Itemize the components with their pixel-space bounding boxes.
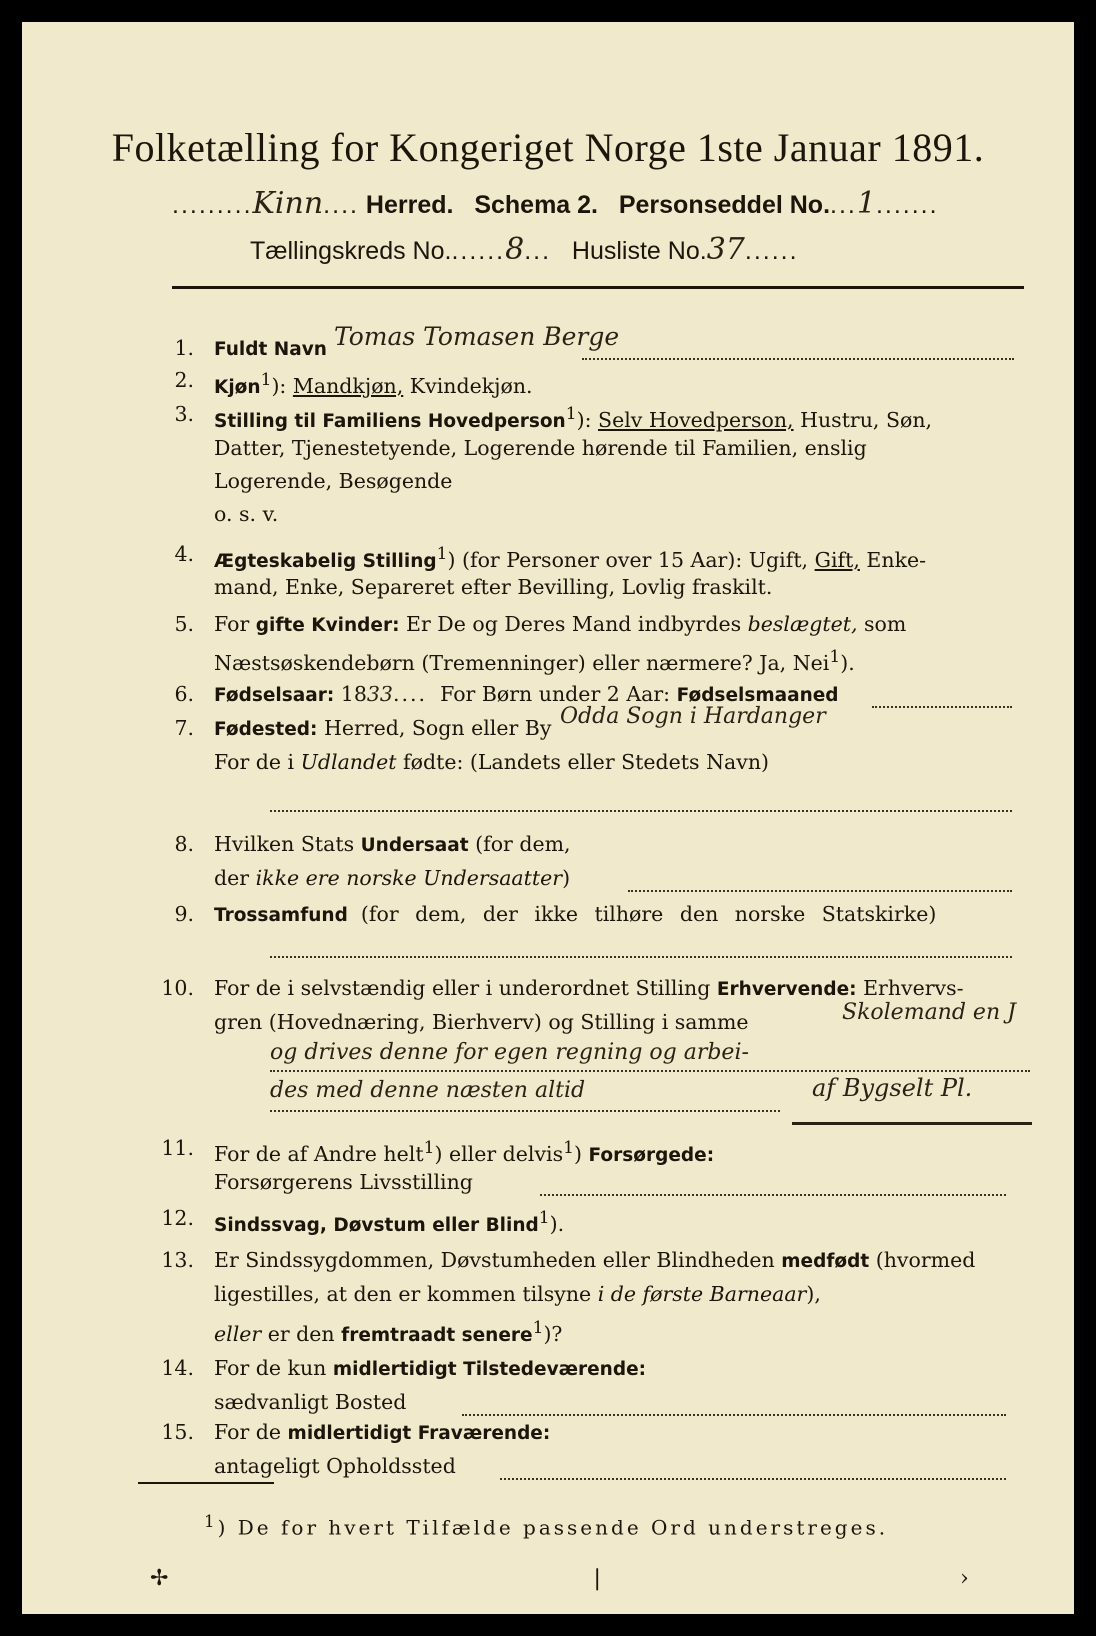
q7-line2-a: For de i (214, 750, 295, 774)
q1-name-value: Tomas Tomasen Berge (334, 322, 620, 351)
q13-end: )? (543, 1321, 563, 1346)
q4-sup: 1 (436, 544, 448, 564)
q15-dotline (500, 1478, 1006, 1480)
q8-line2-a: der (214, 866, 250, 890)
corner-mark-left-icon: ✢ (150, 1566, 169, 1591)
q15-label: midlertidigt Fraværende: (287, 1423, 551, 1444)
q2-option-mandkjon: Mandkjøn, (292, 373, 404, 398)
q7-mid: Herred, Sogn eller By (323, 716, 552, 740)
q3-colon: ): (576, 407, 592, 432)
q8-post: (for dem, (475, 832, 571, 856)
q10-line-2: gren (Hovednæring, Bierhverv) og Stilling i samme (214, 1010, 749, 1034)
q5-label: gifte Kvinder: (255, 615, 400, 636)
q10-occupation-value-4: af Bygselt Pl. (812, 1074, 973, 1102)
q2-sup: 1 (260, 370, 272, 390)
q5-emphasis: beslægtet, (747, 612, 858, 636)
q10-pre: For de i selvstændig eller i underordnet Stilling (214, 976, 711, 1000)
q12-end: ). (549, 1211, 565, 1236)
husliste-value: 37 (706, 232, 745, 267)
q12-number: 12. (161, 1206, 194, 1230)
q14-number: 14. (161, 1356, 194, 1380)
personseddel-label: Personseddel No. (618, 191, 831, 219)
q6-number: 6. (174, 682, 194, 706)
q2-option-kvindekjon: Kvindekjøn. (409, 373, 533, 398)
q3-number: 3. (174, 402, 194, 426)
q1-dotline (582, 358, 1014, 360)
q13-label: medfødt (781, 1251, 870, 1272)
q10-dotline-2 (270, 1110, 780, 1112)
q6-year-prefix: 18 (340, 682, 367, 706)
q12-label: Sindssvag, Døvstum eller Blind (214, 1214, 539, 1236)
q10-occupation-value-2: og drives denne for egen regning og arbei- (270, 1040, 749, 1065)
q11-dotline (540, 1194, 1006, 1196)
q13-line2-b: ), (806, 1282, 821, 1306)
footnote-rule (138, 1482, 274, 1484)
q13-line3-label: fremtraadt senere (341, 1324, 533, 1346)
q7-line-2 (214, 746, 1014, 779)
q1-number: 1. (174, 336, 194, 360)
q9-dotline (270, 956, 1012, 958)
q14-line-2: sædvanligt Bosted (214, 1390, 407, 1414)
census-form-page: Folketælling for Kongeriget Norge 1ste Januar 1891. .........Kinn.... Herred. Schema 2. Personseddel No....1....... Tællingskreds No.......8... Husliste No.37...... 1. Fuldt Navn Tomas Tomasen Berge 2. Kjøn$^1$): Mandkjøn, Kvindekjøn. 3. Stilling til Familiens Hovedperson$^1$): Selv Hovedperson, Hustru, Søn, Datter, Tjenestetyende, Logerende hørende til Familien, enslig Logerende, Besøgende o. s. v. 4. Ægteskabelig Stilling$^1$) (for Personer over 15 Aar): Ugift, Gift, Enke- mand, Enke, Separeret efter Bevilling, Lovlig fraskilt. 5. For gifte Kvinder: Er De og Deres Mand indbyrdes beslægtet, som Næstsøskendebørn (Tremenninger) eller nærmere? Ja, Nei$^1$). 6. Fødselsaar: 1833.... For Børn under 2 Aar: Fødselsmaaned 7. Fødested: Herred, Sogn eller By Odda Sogn i Hardanger For de i Udlandet fødte: (Landets eller Stedets Navn) 8. Hvilken Stats Undersaat (for dem, der ikke ere norske Undersaatter) 9. Trossamfund (for dem, der ikke tilhøre den norske Statskirke) 10. For de i selvstændig eller i underordnet Stilling Erhvervende: Erhvervs- gren (Hovednæring, Bierhverv) og Stilling i samme Skolemand en J og drives denne for egen regning og arbei- des med denne næsten altid af Bygselt Pl. 11. For de af Andre helt$^1$) eller delvis$^1$) Forsørgede: Forsørgerens Livsstilling 12. Sindssvag, Døvstum eller Blind$^1$). 13. Er Sindssygdommen, Døvstumheden eller Blindheden medfødt (hvormed ligestilles, at den er kommen tilsyne i de første Barneaar), eller er den fremtraadt senere$^1$)? 14. For de kun midlertidigt Tilstedeværende: sædvanligt Bosted 15. For de midlertidigt Fraværende: antageligt Opholdssted $^1$) De for hvert Tilfælde passende Ord understreges. ✢ ❘ › (22, 22, 1074, 1614)
q13-line2-em: i de første Barneaar (597, 1282, 807, 1306)
q3-selected-option: Selv Hovedperson, (598, 407, 794, 432)
header-line-kreds: Tællingskreds No.......8... Husliste No.37...... (250, 232, 799, 267)
q5-pre: For (214, 612, 250, 636)
q15-line-2: antageligt Opholdssted (214, 1454, 456, 1478)
q10-occupation-value-3: des med denne næsten altid (270, 1078, 586, 1103)
header-line-herred: .........Kinn.... Herred. Schema 2. Personseddel No....1....... (172, 186, 939, 221)
q13-line2-a: ligestilles, at den er kommen tilsyne (214, 1282, 592, 1306)
q13-line-2 (214, 1278, 1014, 1311)
taellingskreds-label: Tællingskreds No. (250, 237, 452, 265)
q7-line2-em: Udlandet (300, 750, 397, 774)
q11-number: 11. (161, 1136, 194, 1160)
q8-label: Undersaat (360, 835, 469, 856)
q15-pre: For de (214, 1420, 282, 1444)
schema-label: Schema 2. (474, 191, 598, 219)
husliste-label: Husliste No. (571, 237, 707, 265)
q13-line-3 (214, 1312, 1014, 1352)
q6-mid: For Børn under 2 Aar: (440, 682, 671, 706)
q11-sup-2: 1 (563, 1138, 575, 1158)
q5-post: som (864, 612, 907, 636)
q6-label-2: Fødselsmaaned (676, 685, 839, 706)
q10-label: Erhvervende: (716, 979, 857, 1000)
header-rule (172, 286, 1024, 289)
footnote-sup: 1 (204, 1512, 218, 1531)
q7-label: Fødested: (214, 719, 318, 740)
q2-number: 2. (174, 368, 194, 392)
q4-line-2: mand, Enke, Separeret efter Bevilling, Lovlig fraskilt. (214, 575, 773, 599)
q8-dotline (628, 890, 1012, 892)
q5-mid: Er De og Deres Mand indbyrdes (406, 612, 742, 636)
q11-post: ) (574, 1141, 583, 1166)
q3-line-3: Logerende, Besøgende (214, 469, 453, 493)
herred-label: Herred. (365, 191, 454, 219)
q9-label: Trossamfund (214, 905, 348, 926)
herred-value: Kinn (252, 186, 324, 221)
q11-pre: For de af Andre helt (214, 1141, 424, 1166)
q7-birthplace-value: Odda Sogn i Hardanger (560, 704, 826, 729)
q9-number: 9. (174, 902, 194, 926)
corner-mark-right-icon: › (960, 1566, 969, 1591)
q10-dotline-1 (270, 1070, 1030, 1072)
q6-label: Fødselsaar: (214, 685, 335, 706)
q11-label: Forsørgede: (588, 1144, 715, 1166)
q13-post: (hvormed (875, 1248, 976, 1272)
q11-line-2: Forsørgerens Livsstilling (214, 1170, 473, 1194)
form-title: Folketælling for Kongeriget Norge 1ste Januar 1891. (111, 125, 985, 170)
q14-pre: For de kun (214, 1356, 327, 1380)
footnote-text: ) De for hvert Tilfælde passende Ord understreges. (217, 1515, 889, 1540)
q10-occupation-value-1: Skolemand en J (842, 1000, 1016, 1025)
q13-line3-em: eller (214, 1321, 262, 1346)
q11-mid: ) eller delvis (434, 1141, 564, 1166)
q8-line2-em: ikke ere norske Undersaatter (255, 866, 563, 890)
q6-year-value: 33 (366, 682, 393, 706)
q3-options-rest: Hustru, Søn, (800, 407, 933, 432)
q4-number: 4. (174, 542, 194, 566)
q4-post: Enke- (866, 547, 927, 572)
q13-number: 13. (161, 1248, 194, 1272)
q14-label: midlertidigt Tilstedeværende: (332, 1359, 647, 1380)
q7-dotline (270, 810, 1012, 812)
q2-colon: ): (271, 373, 287, 398)
q8-pre: Hvilken Stats (214, 832, 355, 856)
q13-pre: Er Sindssygdommen, Døvstumheden eller Blindheden (214, 1248, 775, 1272)
q5-line-2 (214, 641, 1014, 680)
q3-sup: 1 (565, 404, 577, 424)
q7-line2-b: fødte: (Landets eller Stedets Navn) (403, 750, 770, 774)
q10-post: Erhvervs- (863, 976, 964, 1000)
q6-dotline (872, 706, 1012, 708)
q4-selected-option: Gift, (814, 547, 860, 572)
center-mark-icon: ❘ (588, 1566, 607, 1591)
personseddel-value: 1 (856, 186, 876, 221)
q1-label: Fuldt Navn (214, 339, 327, 360)
q11-sup-1: 1 (423, 1138, 435, 1158)
q5-sup: 1 (829, 647, 841, 667)
q13-sup: 1 (532, 1318, 544, 1338)
q5-line-2-text: Næstsøskendebørn (Tremenninger) eller nærmere? Ja, Nei (214, 650, 830, 675)
q5-end: ). (840, 650, 855, 675)
q7-number: 7. (174, 716, 194, 740)
q4-pre: ) (for Personer over 15 Aar): Ugift, (447, 547, 809, 572)
q8-line2-b: ) (562, 866, 571, 890)
q3-line-2: Datter, Tjenestetyende, Logerende hørende til Familien, enslig (214, 436, 867, 460)
q4-label: Ægteskabelig Stilling (214, 550, 437, 572)
q5-number: 5. (174, 612, 194, 636)
taellingskreds-value: 8 (505, 232, 525, 267)
q10-underline-stroke (792, 1122, 1032, 1125)
q2-label: Kjøn (214, 376, 261, 398)
q3-label: Stilling til Familiens Hovedperson (214, 410, 566, 432)
q13-line3-a: er den (267, 1321, 335, 1346)
q9-post: (for dem, der ikke tilhøre den norske Statskirke) (360, 902, 937, 926)
q3-line-4: o. s. v. (214, 502, 279, 526)
q15-number: 15. (161, 1420, 194, 1444)
q12-sup: 1 (538, 1208, 550, 1228)
q8-number: 8. (174, 832, 194, 856)
footnote (204, 1512, 888, 1540)
q10-number: 10. (161, 976, 194, 1000)
